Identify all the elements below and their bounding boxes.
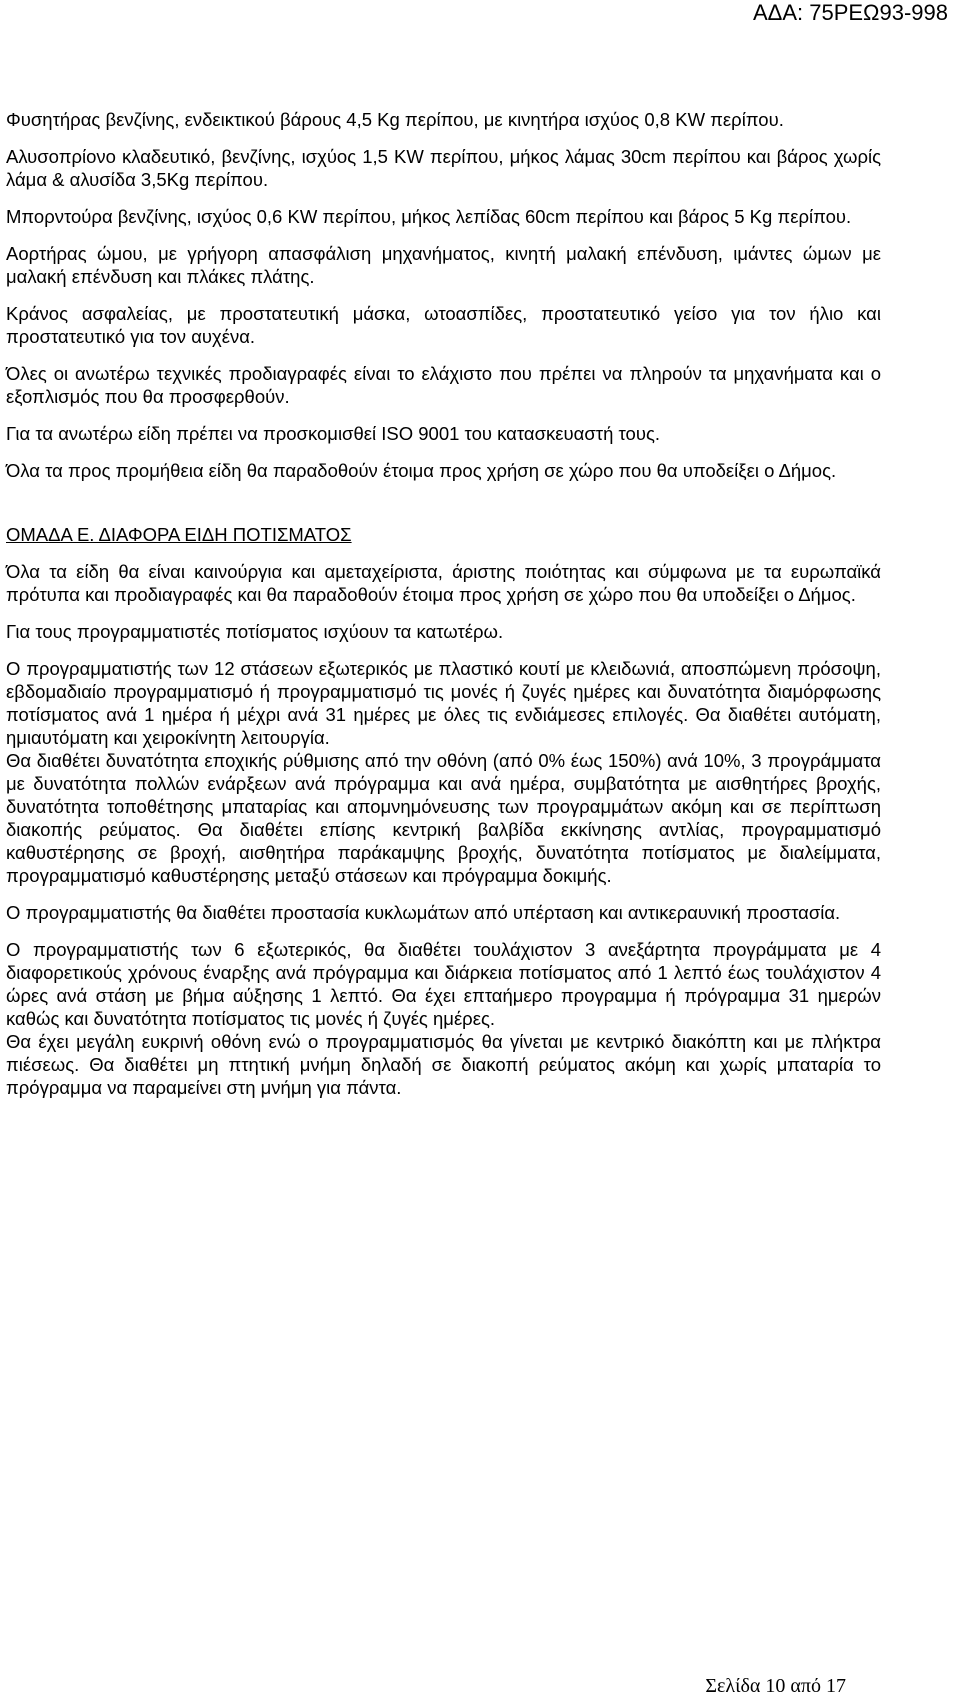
paragraph-blower: Φυσητήρας βενζίνης, ενδεικτικού βάρους 4,5 Kg περίπου, με κινητήρα ισχύος 0,8 KW περίπου. (6, 109, 784, 130)
paragraph-controller12-b: Θα διαθέτει δυνατότητα εποχικής ρύθμισης από την οθόνη (από 0% έως 150%) ανά 10%, 3 προγράμματα με δυνατότητα πολλών ενάρξεων ανά πρόγραμμα και ανά ημέρα, συμβατότητα με αισθητήρες βροχής, δυνατότητα τοποθέτησης μπαταρίας και απομνημόνευσης των προγραμμάτων ακόμη και σε περίπτωση διακοπής ρεύματος. Θα διαθέτει επίσης κεντρική βαλβίδα εκκίνησης αντλίας, προγραμματισμό καθυστέρησης σε βροχή, αισθητήρα παράκαμψης βροχής, δυνατότητα ποτίσματος με διαλείμματα, προγραμματισμό καθυστέρησης μεταξύ στάσεων και πρόγραμμα δοκιμής. (6, 750, 881, 886)
paragraph-protection: Ο προγραμματιστής θα διαθέτει προστασία κυκλωμάτων από υπέρταση και αντικεραυνική προστασία. (6, 902, 841, 923)
paragraph-harness: Αορτήρας ώμου, με γρήγορη απασφάλιση μηχανήματος, κινητή μαλακή επένδυση, ιμάντες ώμων με μαλακή επένδυση και πλάκες πλάτης. (6, 243, 881, 287)
paragraph-controller6-a: Ο προγραμματιστής των 6 εξωτερικός, θα διαθέτει τουλάχιστον 3 ανεξάρτητα προγράμματα με 4 διαφορετικούς χρόνους έναρξης ανά πρόγραμμα και διάρκεια ποτίσματος από 1 λεπτό έως τουλάχιστον 4 ώρες ανά στάση με βήμα αύξησης 1 λεπτό. Θα έχει επταήμερο προγραμμα ή πρόγραμμα 31 ημερών καθώς και δυνατότητα ποτίσματος τις μονές ή ζυγές ημέρες. (6, 939, 881, 1029)
paragraph-section-intro: Όλα τα είδη θα είναι καινούργια και αμεταχείριστα, άριστης ποιότητας και σύμφωνα με τα ευρωπαϊκά πρότυπα και προδιαγραφές και θα παραδοθούν έτοιμα προς χρήση σε χώρο που θα υποδείξει ο Δήμος. (6, 561, 881, 605)
paragraph-controller12-a: Ο προγραμματιστής των 12 στάσεων εξωτερικός με πλαστικό κουτί με κλειδωνιά, αποσπώμενη πρόσοψη, εβδομαδιαίο προγραμματισμό ή προγραμματισμό τις μονές ή ζυγές ημέρες και δυνατότητα διαμόρφωσης ποτίσματος ανά 1 ημέρα ή μέχρι ανά 31 ημέρες με όλες τις ενδιάμεσες επιλογές. Θα διαθέτει αυτόματη, ημιαυτόματη και χειροκίνητη λειτουργία. (6, 658, 881, 748)
document-body (6, 108, 881, 1099)
paragraph-edger: Μπορντούρα βενζίνης, ισχύος 0,6 KW περίπου, μήκος λεπίδας 60cm περίπου και βάρος 5 Kg περίπου. (6, 206, 852, 227)
document-id-header: ΑΔΑ: 75ΡΕΩ93-998 (752, 0, 948, 25)
section-heading: ΟΜΑΔΑ Ε. ΔΙΑΦΟΡΑ ΕΙΔΗ ΠΟΤΙΣΜΑΤΟΣ (6, 524, 352, 545)
paragraph-controller6-b: Θα έχει μεγάλη ευκρινή οθόνη ενώ ο προγραμματισμός θα γίνεται με κεντρικό διακόπτη και με πλήκτρα πιέσεως. Θα διαθέτει μη πτητική μνήμη δηλαδή σε διακοπή ρεύματος ακόμη και χωρίς μπαταρία το πρόγραμμα να παραμείνει στη μνήμη για πάντα. (6, 1031, 881, 1098)
paragraph-chainsaw: Αλυσοπρίονο κλαδευτικό, βενζίνης, ισχύος 1,5 KW περίπου, μήκος λάμας 30cm περίπου και βάρος χωρίς λάμα & αλυσίδα 3,5Kg περίπου. (6, 146, 881, 190)
paragraph-delivery: Όλα τα προς προμήθεια είδη θα παραδοθούν έτοιμα προς χρήση σε χώρο που θα υποδείξει ο Δήμος. (6, 460, 837, 481)
paragraph-helmet: Κράνος ασφαλείας, με προστατευτική μάσκα, ωτοασπίδες, προστατευτικό γείσο για τον ήλιο και προστατευτικό για τον αυχένα. (6, 303, 881, 347)
page-number: Σελίδα 10 από 17 (705, 1675, 846, 1697)
paragraph-controllers-lead: Για τους προγραμματιστές ποτίσματος ισχύουν τα κατωτέρω. (6, 621, 504, 642)
paragraph-iso: Για τα ανωτέρω είδη πρέπει να προσκομισθεί ISO 9001 του κατασκευαστή τους. (6, 423, 661, 444)
paragraph-minimum-specs: Όλες οι ανωτέρω τεχνικές προδιαγραφές είναι το ελάχιστο που πρέπει να πληρούν τα μηχανήματα και ο εξοπλισμός που θα προσφερθούν. (6, 363, 881, 407)
